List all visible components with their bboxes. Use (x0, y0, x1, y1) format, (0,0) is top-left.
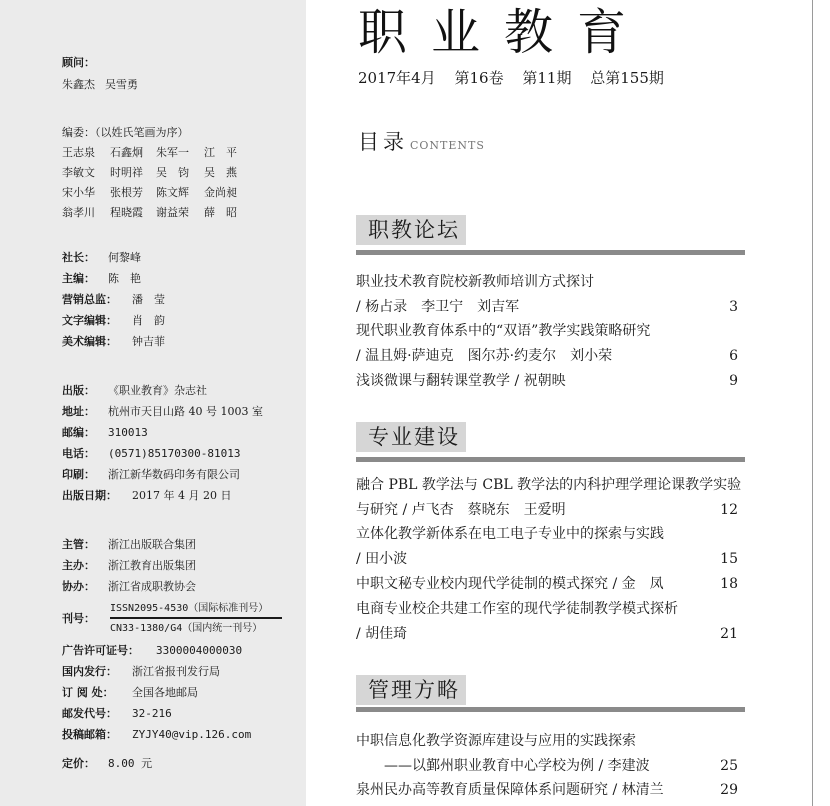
staff-label-art-editor: 美术编辑： (62, 335, 117, 348)
staff-label-text-editor: 文字编辑： (62, 314, 117, 327)
domestic-value: 浙江省报刊发行局 (132, 665, 220, 678)
journal-title: 职业教育 (358, 4, 651, 61)
editor-name: 吴 燕 (204, 166, 237, 179)
toc-entry[interactable]: 电商专业校企共建工作室的现代学徒制教学模式探析 (356, 601, 678, 617)
phone-label: 电话： (62, 447, 95, 460)
section-rule (356, 457, 745, 462)
postal-code-value: 32-216 (132, 707, 172, 720)
toc-page-number: 29 (720, 782, 738, 798)
toc-entry[interactable]: 浅谈微课与翻转课堂教学 / 祝朝映 (356, 373, 566, 389)
editor-name: 吴 钧 (156, 166, 189, 179)
advisor-name: 朱鑫杰 (62, 78, 95, 91)
staff-value-editor-in-chief: 陈 艳 (108, 272, 141, 285)
advisor-name: 吴雪勇 (105, 78, 138, 91)
toc-entry[interactable]: 融合 PBL 教学法与 CBL 教学法的内科护理学理论课教学实验 (356, 477, 742, 493)
toc-page-number: 15 (720, 551, 738, 567)
staff-value-text-editor: 肖 韵 (132, 314, 165, 327)
price-value: 8.00 元 (108, 757, 153, 770)
staff-label-publisher-head: 社长： (62, 251, 95, 264)
toc-entry[interactable]: 与研究 / 卢飞杏 蔡晓东 王爱明 (356, 502, 566, 518)
staff-label-marketing: 营销总监： (62, 293, 117, 306)
toc-page-number: 21 (720, 626, 738, 642)
editor-name: 石鑫炯 (110, 146, 143, 159)
editor-name: 薛 昭 (204, 206, 237, 219)
staff-value-art-editor: 钟吉菲 (132, 335, 165, 348)
issue-volume: 第16卷 (454, 69, 504, 87)
email-value: ZYJY40@vip.126.com (132, 728, 252, 741)
subscribe-value: 全国各地邮局 (132, 686, 198, 699)
toc-entry[interactable]: / 胡佳琦 (356, 626, 408, 642)
section-rule (356, 250, 745, 255)
colophon-panel (0, 0, 306, 806)
supervisor-value: 浙江出版联合集团 (108, 538, 196, 551)
co-sponsor-value: 浙江省成职教协会 (108, 580, 196, 593)
issn-number: ISSN2095-4530（国际标准刊号） (110, 603, 269, 614)
issue-total: 总第155期 (590, 69, 664, 87)
issn-block (110, 602, 286, 636)
editor-name: 程晓霞 (110, 206, 143, 219)
editor-name: 王志泉 (62, 146, 95, 159)
supervisor-label: 主管： (62, 538, 95, 551)
editors-grid (62, 146, 262, 220)
toc-entry[interactable]: ——以鄞州职业教育中心学校为例 / 李建波 (356, 758, 650, 774)
editor-name: 陈文辉 (156, 186, 189, 199)
staff-value-marketing: 潘 莹 (132, 293, 165, 306)
postal-code-label: 邮发代号： (62, 707, 117, 720)
printer-value: 浙江新华数码印务有限公司 (108, 468, 240, 481)
editor-name: 江 平 (204, 146, 237, 159)
editor-name: 金尚昶 (204, 186, 237, 199)
issn-divider (110, 617, 282, 619)
editor-name: 宋小华 (62, 186, 95, 199)
toc-entry[interactable]: / 温且姆·萨迪克 图尔苏·约麦尔 刘小荣 (356, 348, 613, 364)
advisors-label: 顾问： (62, 56, 95, 69)
editor-name: 谢益荣 (156, 206, 189, 219)
sponsor-value: 浙江教育出版集团 (108, 559, 196, 572)
toc-entry[interactable]: 现代职业教育体系中的“双语”教学实践策略研究 (356, 323, 651, 339)
subscribe-label: 订 阅 处： (62, 686, 114, 699)
phone-value: (0571)85170300-81013 (108, 447, 241, 460)
toc-title-en: CONTENTS (410, 139, 485, 152)
pub-date-label: 出版日期： (62, 489, 117, 502)
toc-page-number: 12 (720, 502, 738, 518)
toc-page-number: 6 (729, 348, 738, 364)
license-value: 3300004000030 (156, 644, 243, 657)
toc-page-number: 9 (729, 373, 738, 389)
section-rule (356, 707, 745, 712)
license-label: 广告许可证号： (62, 644, 139, 657)
pub-date-value: 2017 年 4 月 20 日 (132, 489, 232, 502)
section-tab-forum: 职教论坛 (356, 215, 466, 245)
address-label: 地址： (62, 405, 95, 418)
toc-entry[interactable]: 中职信息化教学资源库建设与应用的实践探索 (356, 733, 636, 749)
toc-entry[interactable]: 职业技术教育院校新教师培训方式探讨 (356, 274, 594, 290)
co-sponsor-label: 协办： (62, 580, 95, 593)
section-tab-management: 管理方略 (356, 675, 466, 705)
printer-label: 印刷： (62, 468, 95, 481)
zipcode-value: 310013 (108, 426, 148, 439)
domestic-label: 国内发行： (62, 665, 117, 678)
editor-name: 张根芳 (110, 186, 143, 199)
editor-name: 李敏文 (62, 166, 95, 179)
advisors-list (62, 78, 138, 92)
editors-label: 编委：（以姓氏笔画为序） (62, 126, 189, 139)
zipcode-label: 邮编： (62, 426, 95, 439)
toc-page-number: 3 (729, 299, 738, 315)
editor-name: 朱军一 (156, 146, 189, 159)
editor-name: 翁孝川 (62, 206, 95, 219)
staff-value-publisher-head: 何黎峰 (108, 251, 141, 264)
section-tab-specialty: 专业建设 (356, 422, 466, 452)
toc-entry[interactable]: 立体化教学新体系在电工电子专业中的探索与实践 (356, 526, 664, 542)
address-value: 杭州市天目山路 40 号 1003 室 (108, 405, 263, 418)
page-edge-line (812, 0, 813, 806)
toc-entry[interactable]: / 杨占录 李卫宁 刘吉军 (356, 299, 520, 315)
editor-name: 时明祥 (110, 166, 143, 179)
price-label: 定价： (62, 757, 95, 770)
toc-title: 目录 (358, 130, 408, 154)
toc-entry[interactable]: 中职文秘专业校内现代学徒制的模式探究 / 金 凤 (356, 576, 664, 592)
issue-number: 第11期 (522, 69, 572, 87)
publisher-value: 《职业教育》杂志社 (108, 384, 207, 397)
toc-entry[interactable]: / 田小波 (356, 551, 408, 567)
cn-number: CN33-1380/G4（国内统一刊号） (110, 623, 263, 634)
toc-page-number: 18 (720, 576, 738, 592)
issue-info (358, 68, 678, 88)
publisher-label: 出版： (62, 384, 95, 397)
email-label: 投稿邮箱： (62, 728, 117, 741)
toc-heading (358, 128, 485, 160)
staff-label-editor-in-chief: 主编： (62, 272, 95, 285)
toc-page-number: 25 (720, 758, 738, 774)
issue-date: 2017年4月 (358, 69, 436, 87)
toc-entry[interactable]: 泉州民办高等教育质量保障体系问题研究 / 林清兰 (356, 782, 664, 798)
sponsor-label: 主办： (62, 559, 95, 572)
issn-label: 刊号： (62, 612, 95, 625)
